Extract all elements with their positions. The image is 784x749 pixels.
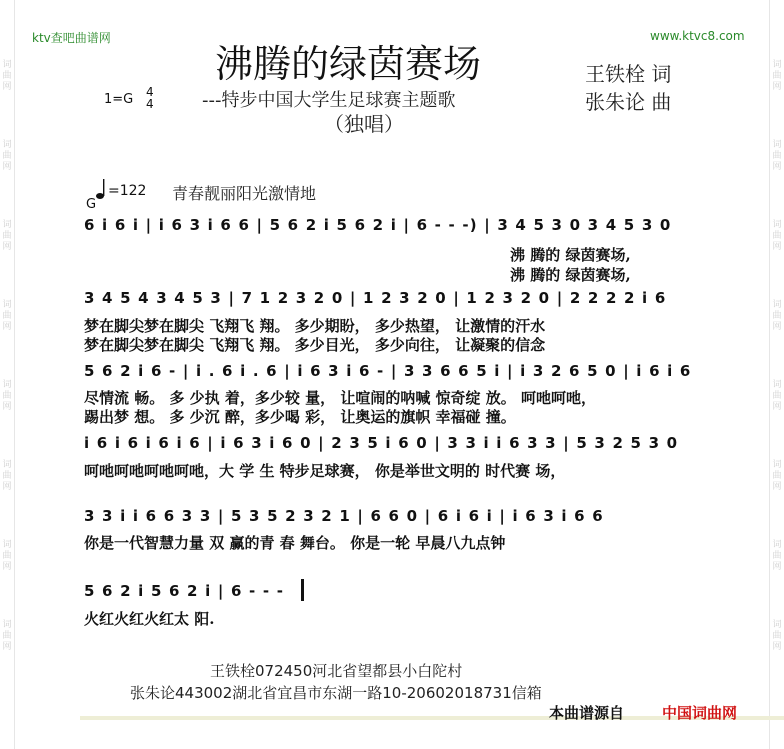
watermark-text: 词曲网 (2, 300, 12, 332)
tempo-marking: =122 (108, 183, 147, 199)
watermark-text: 词曲网 (2, 220, 12, 252)
watermark-text: 词曲网 (772, 220, 782, 252)
watermark-text: 词曲网 (2, 460, 12, 492)
time-signature-numerator: 4 (146, 85, 154, 99)
site-name-left[interactable]: ktv查吧曲谱网 (32, 31, 111, 45)
source-site-link[interactable]: 中国词曲网 (662, 704, 738, 722)
lyricist-address: 王铁栓072450河北省望都县小白陀村 (210, 662, 463, 680)
key-signature: 1=G (104, 92, 134, 107)
quarter-note-icon (96, 178, 107, 200)
lead-in-text: 青春靓丽阳光激情地 (172, 184, 317, 203)
song-subtitle: ---特步中国大学生足球赛主题歌 (202, 90, 456, 111)
watermark-text: 词曲网 (772, 300, 782, 332)
lyric-line-2a: 梦在脚尖梦在脚尖 飞翔飞 翔。 多少期盼， 多少热望， 让激情的汗水 (84, 317, 546, 335)
lyric-line-5: 你是一代智慧力量 双 赢的青 春 舞台。 你是一轮 早晨八九点钟 (84, 534, 506, 552)
notation-line-1: 6 i 6 i | i 6 3 i 6 6 | 5 6 2 i 5 6 2 i | 6 - - -) | 3 4 5 3 0 3 4 5 3 0 (84, 216, 672, 234)
watermark-text: 词曲网 (772, 140, 782, 172)
watermark-text: 词曲网 (772, 620, 782, 652)
time-signature-denominator: 4 (146, 97, 154, 111)
lyric-line-1a: 沸 腾的 绿茵赛场, (510, 246, 631, 264)
watermark-text: 词曲网 (2, 60, 12, 92)
lyricist-credit: 王铁栓 词 (585, 62, 672, 86)
performance-type: （独唱） (324, 112, 404, 136)
final-barline (301, 579, 304, 601)
notation-line-2: 3 4 5 4 3 4 5 3 | 7 1 2 3 2 0 | 1 2 3 2 0 | 1 2 3 2 0 | 2 2 2 2 i 6 (84, 289, 667, 307)
watermark-text: 词曲网 (2, 620, 12, 652)
lyric-line-2b: 梦在脚尖梦在脚尖 飞翔飞 翔。 多少目光， 多少向往， 让凝聚的信念 (84, 336, 546, 354)
left-watermark-strip (0, 0, 15, 749)
watermark-text: 词曲网 (2, 140, 12, 172)
right-watermark-strip (769, 0, 784, 749)
time-signature (146, 86, 154, 110)
watermark-text: 词曲网 (2, 380, 12, 412)
composer-address: 张朱论443002湖北省宜昌市东湖一路10-20602018731信箱 (130, 684, 542, 702)
notation-line-4: i 6 i 6 i 6 i 6 | i 6 3 i 6 0 | 2 3 5 i 6 0 | 3 3 i i 6 3 3 | 5 3 2 5 3 0 (84, 434, 679, 452)
source-label: 本曲谱源自 (549, 704, 625, 722)
lyric-line-3b: 踢出梦 想。 多 少沉 醉，多少喝 彩， 让奥运的旗帜 幸福碰 撞。 (84, 408, 516, 426)
lyric-line-3a: 尽情流 畅。 多 少执 着，多少较 量， 让喧闹的呐喊 惊奇绽 放。 呵吔呵吔， (84, 389, 597, 407)
watermark-text: 词曲网 (772, 540, 782, 572)
lyric-line-6: 火红火红火红太 阳. (84, 610, 215, 628)
lyric-line-1b: 沸 腾的 绿茵赛场, (510, 266, 631, 284)
notation-line-6: 5 6 2 i 5 6 2 i | 6 - - - (84, 582, 285, 600)
site-url-right[interactable]: www.ktvc8.com (650, 29, 745, 43)
composer-credit: 张朱论 曲 (585, 90, 672, 114)
chord-symbol: G (86, 197, 97, 212)
watermark-text: 词曲网 (772, 60, 782, 92)
song-title: 沸腾的绿茵赛场 (215, 42, 482, 86)
notation-line-3: 5 6 2 i 6 - | i . 6 i . 6 | i 6 3 i 6 - | 3 3 6 6 5 i | i 3 2 6 5 0 | i 6 i 6 (84, 362, 692, 380)
watermark-text: 词曲网 (2, 540, 12, 572)
watermark-text: 词曲网 (772, 380, 782, 412)
notation-line-5: 3 3 i i 6 6 3 3 | 5 3 5 2 3 2 1 | 6 6 0 | 6 i 6 i | i 6 3 i 6 6 (84, 507, 604, 525)
watermark-text: 词曲网 (772, 460, 782, 492)
lyric-line-4: 呵吔呵吔呵吔呵吔，大 学 生 特步足球赛， 你是举世文明的 时代赛 场， (84, 462, 566, 480)
